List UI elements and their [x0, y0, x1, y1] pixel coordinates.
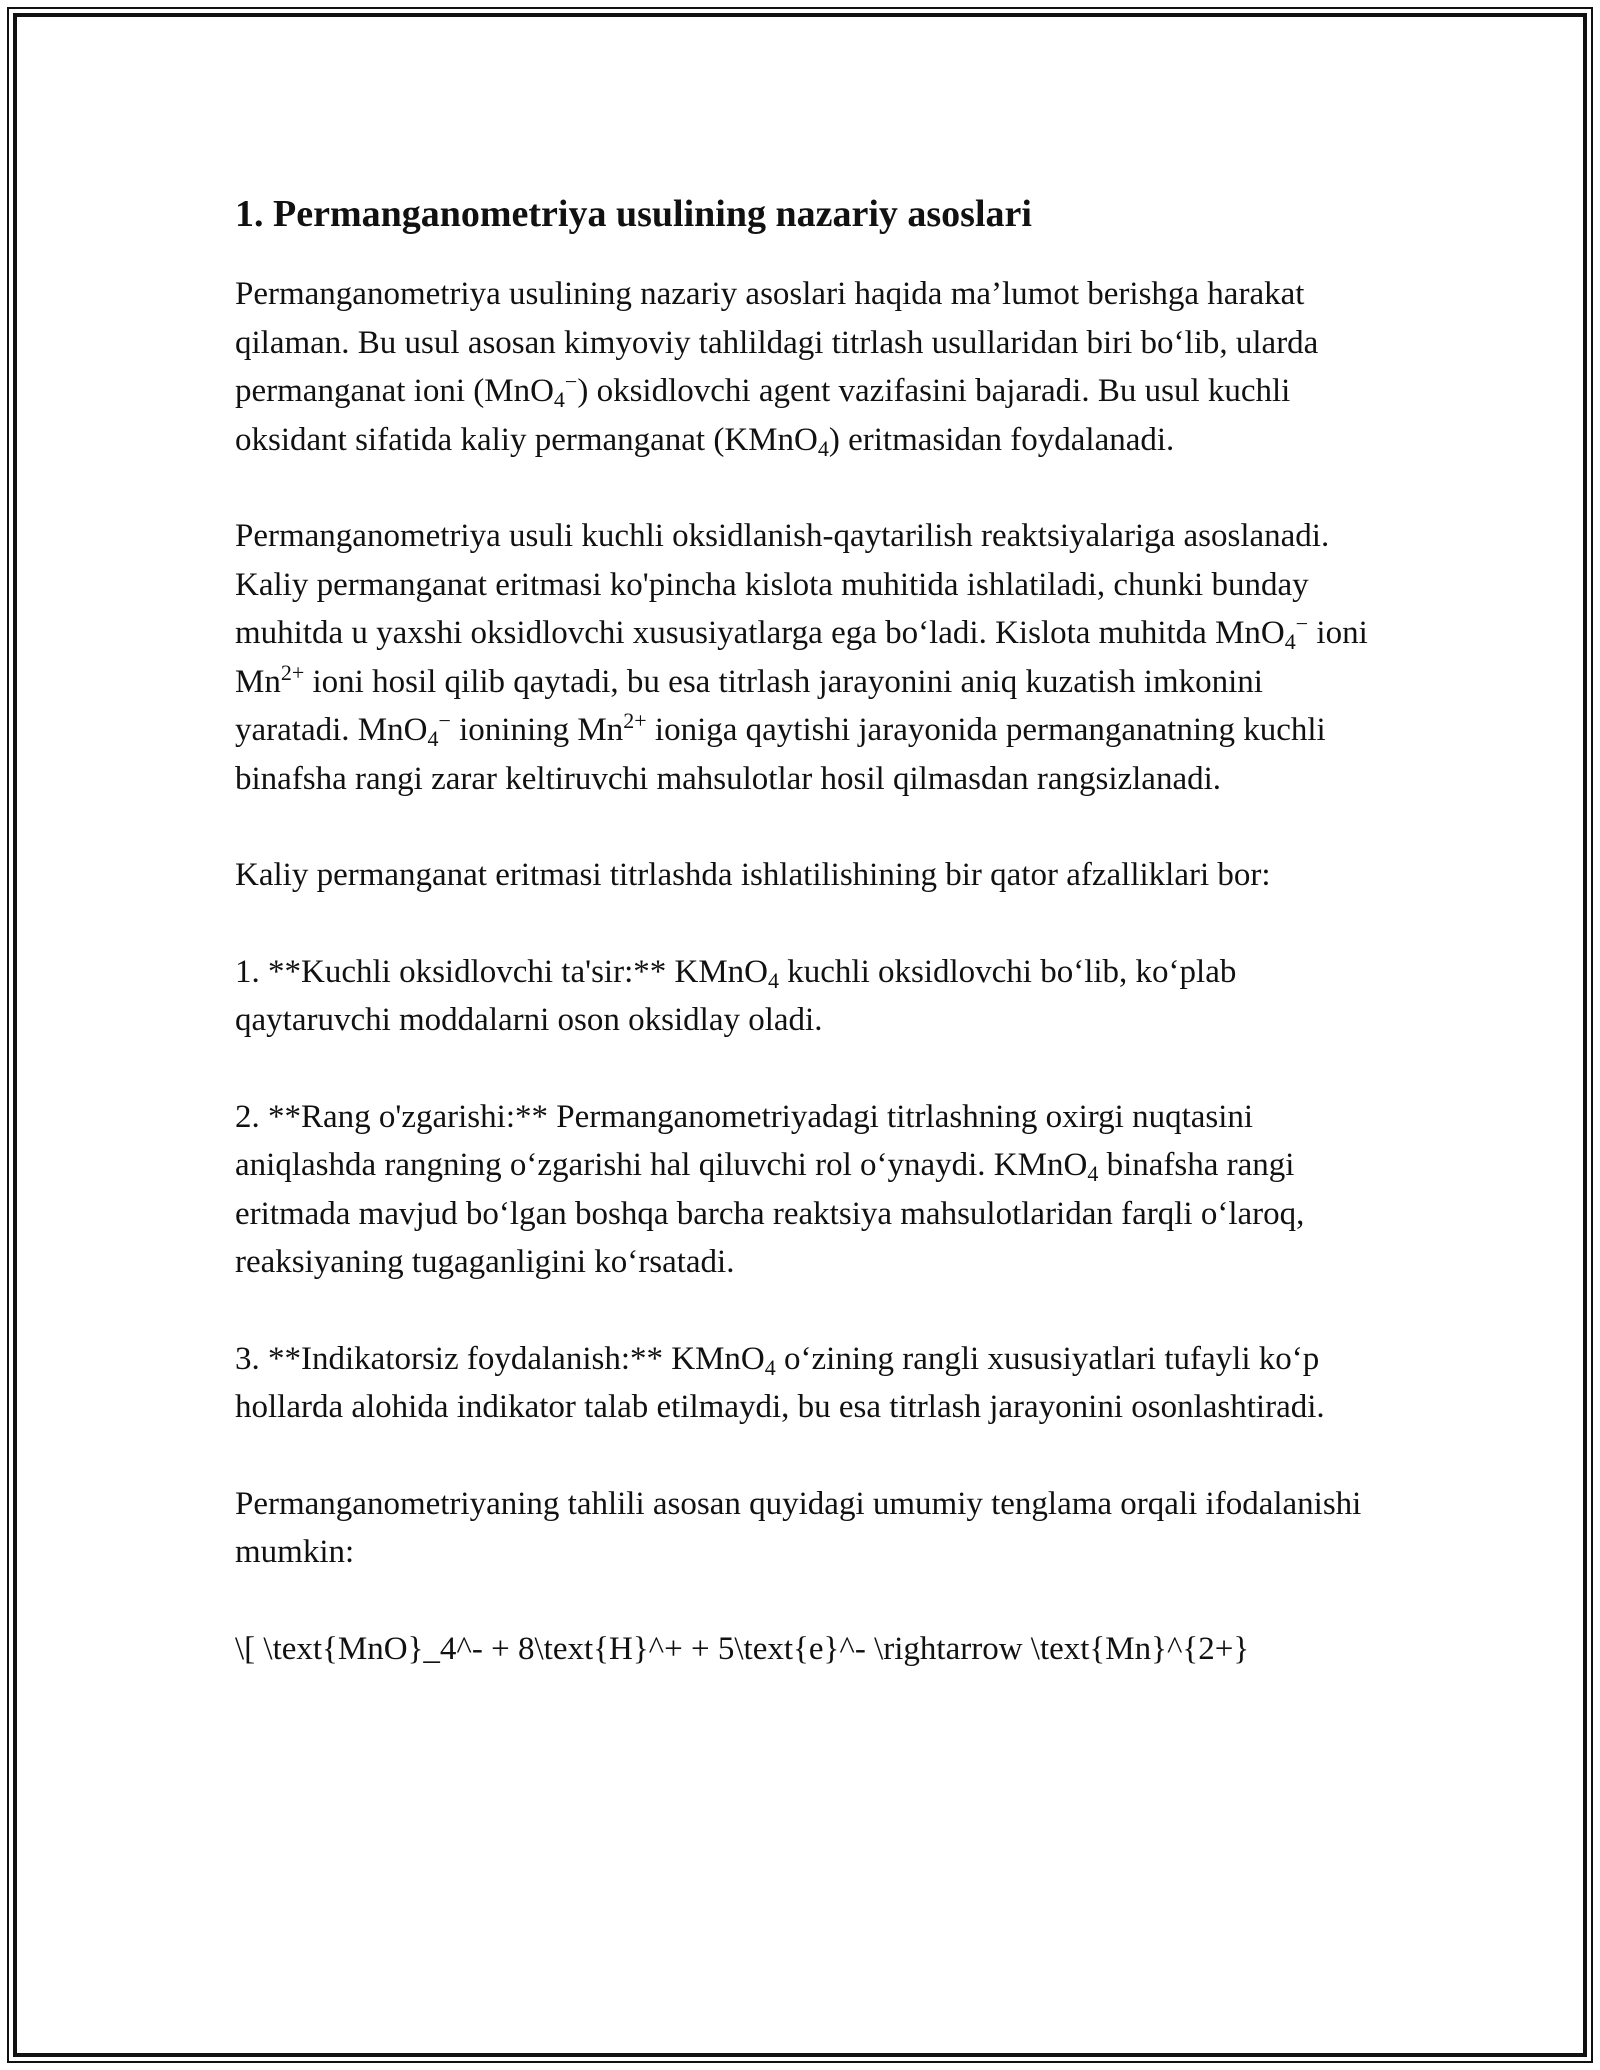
list-item-color-change: 2. **Rang o'zgarishi:** Permanganometriyadagi titrlashning oxirgi nuqtasini aniqlashda rangning o‘zgarishi hal qiluvchi rol o‘ynaydi. KMnO$_4$ binafsha rangi eritmada mavjud bo‘lgan boshqa barcha reaktsiya mahsulotlaridan farqli o‘laroq, reaksiyaning tugaganligini ko‘rsatadi.: [235, 1098, 1305, 1280]
section-heading: 1. Permanganometriya usulining nazariy asoslari: [235, 193, 1032, 235]
paragraph-redox: Permanganometriya usuli kuchli oksidlanish-qaytarilish reaktsiyalariga asoslanadi. Kaliy permanganat eritmasi ko'pincha kislota muhitida ishlatiladi, chunki bunday muhitda u yaxshi oksidlovchi xususiyatlarga ega bo‘ladi. Kislota muhitda MnO$_4$− ioni $Mn^{2+}$ ioni hosil qilib qaytadi, bu esa titrlash jarayonini aniq kuzatish imkonini yaratadi. MnO$_4$− ionining $Mn^{2+}$ ioniga qaytishi jarayonida permanganatning kuchli binafsha rangi zarar keltiruvchi mahsulotlar hosil qilmasdan rangsizlanadi.: [235, 518, 1368, 797]
paragraph-intro: Permanganometriya usulining nazariy asoslari haqida ma’lumot berishga harakat qilaman. Bu usul asosan kimyoviy tahlildagi titrlash usullaridan biri bo‘lib, ularda permanganat ioni (MnO$_4$−) oksidlovchi agent vazifasini bajaradi. Bu usul kuchli oksidant sifatida kaliy permanganat (KMnO$_4$) eritmasidan foydalanadi.: [235, 276, 1319, 461]
list-item-no-indicator: 3. **Indikatorsiz foydalanish:** KMnO$_4$ o‘zining rangli xususiyatlari tufayli ko‘p hollarda alohida indikator talab etilmaydi, bu esa titrlash jarayonini osonlashtiradi.: [235, 1340, 1325, 1425]
paragraph-advantages-intro: Kaliy permanganat eritmasi titrlashda ishlatilishining bir qator afzalliklari bor:: [235, 857, 1271, 893]
equation-latex: \[ \text{MnO}_4^- + 8\text{H}^+ + 5\text{e}^- \rightarrow \text{Mn}^{2+}: [235, 1630, 1250, 1667]
list-item-strong-oxidizer: 1. **Kuchli oksidlovchi ta'sir:** KMnO$_4$ kuchli oksidlovchi bo‘lib, ko‘plab qaytaruvchi moddalarni oson oksidlay oladi.: [235, 953, 1237, 1038]
paragraph-equation-intro: Permanganometriyaning tahlili asosan quyidagi umumiy tenglama orqali ifodalanishi mumkin:: [235, 1485, 1362, 1570]
document-body: [235, 186, 1375, 1721]
